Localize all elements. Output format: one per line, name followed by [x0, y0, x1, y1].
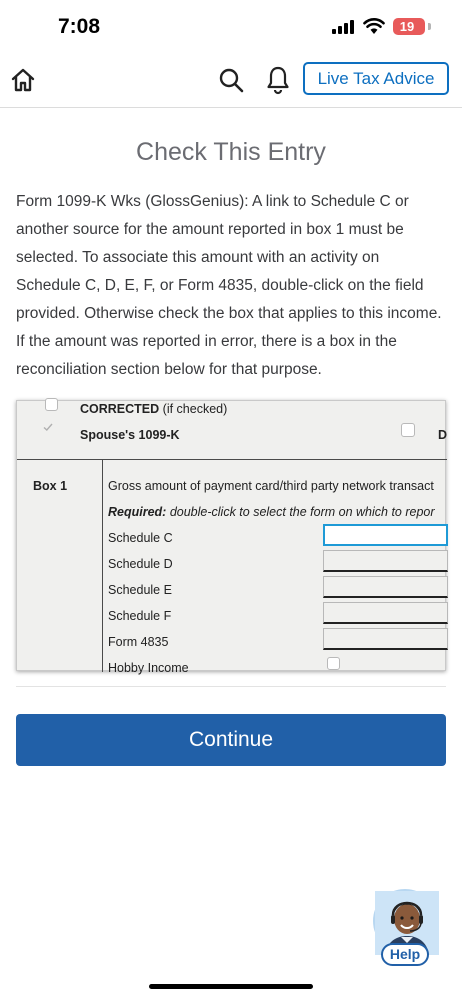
page-title: Check This Entry: [136, 138, 326, 166]
form-4835-field: [323, 628, 448, 650]
hobby-income-checkbox: [327, 657, 340, 670]
home-icon[interactable]: [9, 66, 37, 94]
schedule-f-field: [323, 602, 448, 624]
wifi-icon: [363, 17, 385, 35]
form-snapshot: [16, 400, 448, 675]
battery-cap: [428, 23, 431, 30]
cellular-signal-icon: [332, 20, 356, 34]
form-4835-label: Form 4835: [108, 635, 169, 649]
required-text: double-click to select the form on which to repor: [169, 505, 435, 519]
schedule-e-field: [323, 576, 448, 598]
app-header: [0, 54, 462, 108]
form-column-divider: [102, 459, 103, 672]
box-1-label: Box 1: [33, 479, 68, 493]
schedule-d-label: Schedule D: [108, 557, 173, 571]
status-bar: [0, 0, 462, 54]
corrected-note: (if checked): [162, 402, 228, 416]
continue-button[interactable]: Continue: [16, 714, 446, 766]
home-indicator: [149, 984, 313, 989]
battery-level: 19: [399, 19, 415, 34]
schedule-e-label: Schedule E: [108, 583, 172, 597]
search-icon[interactable]: [217, 66, 245, 94]
live-tax-advice-button[interactable]: Live Tax Advice: [303, 62, 449, 95]
checkmark-icon: [42, 421, 54, 433]
content-divider: [16, 686, 446, 687]
status-time: 7:08: [58, 15, 101, 38]
spouse-1099k-label: Spouse's 1099-K: [80, 428, 180, 442]
schedule-c-label: Schedule C: [108, 531, 173, 545]
schedule-c-field: [323, 524, 448, 546]
gross-amount-label: Gross amount of payment card/third party network transact: [108, 479, 434, 493]
battery-icon: [393, 18, 425, 35]
form-row-divider: [17, 459, 447, 460]
corrected-label: CORRECTED: [80, 402, 160, 416]
entry-description: Form 1099-K Wks (GlossGenius): A link to Schedule C or another source for the amount reported in box 1 must be selected. To associate this amount with an activity on Schedule C, D, E, F, or Form 4835, double-click on the field provided. Otherwise check the box that applies to this income. If the amount was reported in error, there is a box in the reconciliation section below for that purpose.: [16, 193, 442, 378]
help-button[interactable]: Help: [381, 943, 429, 966]
required-label: Required:: [108, 505, 167, 519]
corrected-checkbox: [45, 398, 58, 411]
hobby-income-label: Hobby Income: [108, 661, 189, 675]
schedule-f-label: Schedule F: [108, 609, 172, 623]
truncated-column-label: D: [438, 428, 448, 442]
bell-icon[interactable]: [264, 65, 292, 95]
spouse-checkbox: [401, 423, 415, 437]
schedule-d-field: [323, 550, 448, 572]
